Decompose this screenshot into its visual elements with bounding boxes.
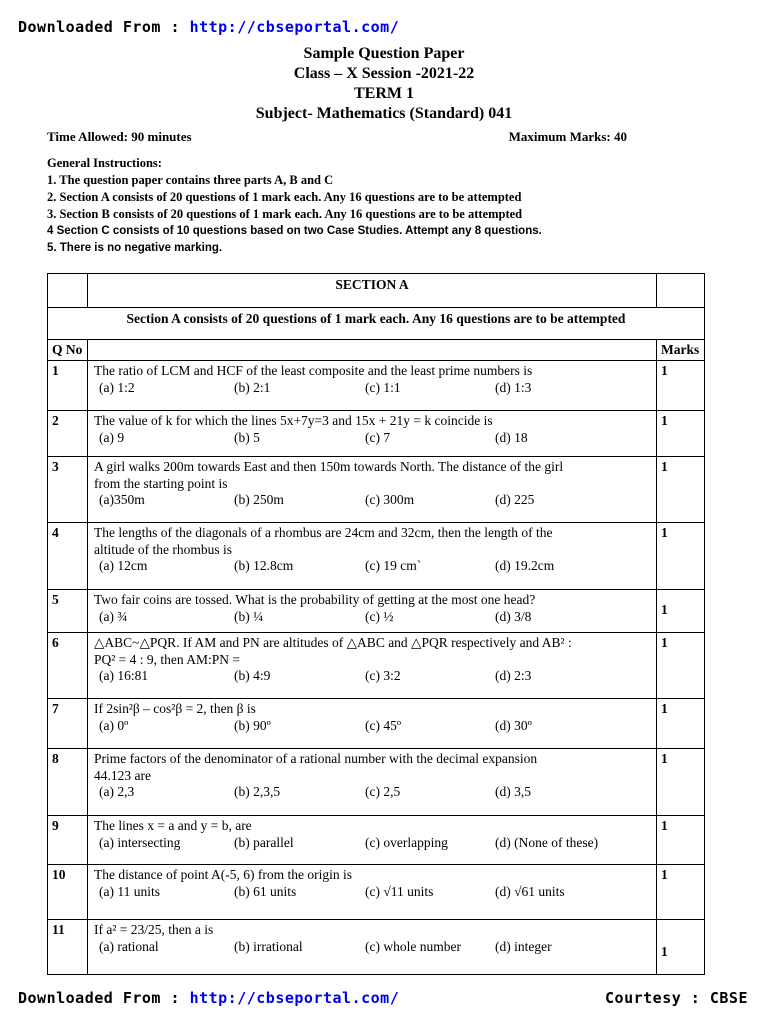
- option-b: (b) irrational: [234, 938, 303, 954]
- options-row: [94, 718, 650, 735]
- paper-title-block: [0, 44, 768, 124]
- question-number: 4: [48, 523, 88, 590]
- question-text-line: The ratio of LCM and HCF of the least composite and the least prime numbers is: [94, 363, 533, 378]
- question-number: 6: [48, 633, 88, 699]
- section-title-row: [48, 274, 705, 308]
- option-b: (b) ¼: [234, 608, 264, 624]
- question-row: [48, 633, 705, 699]
- question-text-line: from the starting point is: [94, 475, 228, 491]
- options-row: [94, 784, 650, 801]
- footer-download-line: [18, 989, 399, 1007]
- header-url-link[interactable]: http://cbseportal.com/: [189, 18, 400, 36]
- question-row: [48, 590, 705, 633]
- question-text-line: 44.123 are: [94, 767, 151, 783]
- question-marks: 1: [657, 361, 705, 411]
- options-row: [94, 609, 650, 626]
- options-row: [94, 380, 650, 397]
- question-number: 3: [48, 457, 88, 523]
- option-a: (a) 11 units: [99, 883, 160, 899]
- question-row: [48, 457, 705, 523]
- options-row: [94, 430, 650, 447]
- options-row: [94, 835, 650, 852]
- question-body: [88, 816, 657, 865]
- time-allowed: Time Allowed: 90 minutes: [47, 129, 192, 144]
- question-number: 5: [48, 590, 88, 633]
- option-c: (c) ½: [365, 608, 394, 624]
- instruction-item: 1. The question paper contains three parts A, B and C: [47, 173, 334, 187]
- header-download-line: [18, 18, 399, 36]
- question-marks: 1: [657, 699, 705, 749]
- question-marks: 1: [657, 411, 705, 457]
- option-c: (c) overlapping: [365, 834, 448, 850]
- instructions-title: General Instructions:: [47, 156, 162, 170]
- option-b: (b) parallel: [234, 834, 294, 850]
- options-row: [94, 939, 650, 956]
- option-b: (b) 2,3,5: [234, 784, 281, 799]
- option-b: (b) 250m: [234, 492, 284, 507]
- option-a: (a) 2,3: [99, 784, 135, 799]
- title-line-4: Subject- Mathematics (Standard) 041: [255, 105, 513, 122]
- question-number: 8: [48, 749, 88, 816]
- question-marks: 1: [657, 590, 705, 633]
- question-row: [48, 411, 705, 457]
- question-text-line: If a² = 23/25, then a is: [94, 922, 214, 937]
- title-line-2: Class – X Session -2021-22: [293, 65, 475, 82]
- option-d: (d) 3/8: [495, 608, 532, 624]
- question-body: [88, 590, 657, 633]
- question-number: 2: [48, 411, 88, 457]
- option-a: (a) 16:81: [99, 668, 149, 683]
- section-title: SECTION A: [88, 274, 657, 308]
- column-header-row: [48, 340, 705, 361]
- question-marks: 1: [657, 920, 705, 975]
- instruction-item: 5. There is no negative marking.: [47, 242, 223, 254]
- question-number: 11: [48, 920, 88, 975]
- option-c: (c) 7: [365, 429, 391, 445]
- title-line-1: Sample Question Paper: [303, 45, 465, 62]
- question-body: [88, 699, 657, 749]
- option-c: (c) 3:2: [365, 668, 401, 683]
- option-b: (b) 5: [234, 429, 260, 445]
- question-body: [88, 411, 657, 457]
- option-a: (a) rational: [99, 938, 159, 954]
- instruction-item: 2. Section A consists of 20 questions of 1 mark each. Any 16 questions are to be attempted: [47, 190, 522, 204]
- question-text-line: The lengths of the diagonals of a rhombus are 24cm and 32cm, then the length of the: [94, 525, 553, 540]
- question-row: [48, 865, 705, 920]
- question-body: [88, 865, 657, 920]
- option-d: (d) 3,5: [495, 784, 531, 799]
- section-subtitle-row: [48, 308, 705, 340]
- question-text-line: The distance of point A(-5, 6) from the origin is: [94, 867, 352, 882]
- question-row: [48, 749, 705, 816]
- option-c: (c) 2,5: [365, 784, 401, 799]
- option-d: (d) 19.2cm: [495, 558, 555, 573]
- option-d: (d) (None of these): [495, 834, 599, 850]
- question-body: [88, 457, 657, 523]
- question-text-line: Two fair coins are tossed. What is the probability of getting at the most one head?: [94, 592, 536, 607]
- question-text-line: △ABC~△PQR. If AM and PN are altitudes of △ABC and △PQR respectively and AB² :: [94, 635, 572, 650]
- footer-url-link[interactable]: http://cbseportal.com/: [189, 989, 400, 1007]
- question-number: 10: [48, 865, 88, 920]
- option-b: (b) 4:9: [234, 668, 271, 683]
- question-marks: 1: [657, 816, 705, 865]
- option-c: (c) 45º: [365, 717, 402, 733]
- question-number: 1: [48, 361, 88, 411]
- option-d: (d) 225: [495, 492, 535, 507]
- maximum-marks: Maximum Marks: 40: [508, 129, 627, 144]
- question-row: [48, 816, 705, 865]
- option-c: (c) 1:1: [365, 379, 401, 395]
- option-a: (a) intersecting: [99, 834, 181, 850]
- option-b: (b) 12.8cm: [234, 558, 294, 573]
- options-row: [94, 558, 650, 575]
- question-number: 9: [48, 816, 88, 865]
- general-instructions: [47, 155, 542, 257]
- question-body: [88, 633, 657, 699]
- question-body: [88, 361, 657, 411]
- option-c: (c) whole number: [365, 938, 461, 954]
- title-line-3: TERM 1: [354, 85, 414, 102]
- question-text-line: If 2sin²β – cos²β = 2, then β is: [94, 701, 256, 716]
- footer-courtesy: Courtesy : CBSE: [605, 989, 748, 1007]
- question-marks: 1: [657, 865, 705, 920]
- question-body: [88, 749, 657, 816]
- options-row: [94, 668, 650, 685]
- option-d: (d) 18: [495, 429, 528, 445]
- question-marks: 1: [657, 457, 705, 523]
- question-body: [88, 523, 657, 590]
- question-text-line: The value of k for which the lines 5x+7y=3 and 15x + 21y = k coincide is: [94, 413, 493, 428]
- option-d: (d) 30º: [495, 717, 532, 733]
- option-b: (b) 61 units: [234, 883, 297, 899]
- question-body: [88, 920, 657, 975]
- option-a: (a)350m: [99, 492, 145, 507]
- option-b: (b) 90º: [234, 717, 271, 733]
- question-row: [48, 699, 705, 749]
- questions-table: [47, 273, 705, 975]
- option-d: (d) 2:3: [495, 668, 532, 683]
- options-row: [94, 492, 650, 509]
- question-text-line: The lines x = a and y = b, are: [94, 818, 252, 833]
- instruction-item: 4 Section C consists of 10 questions based on two Case Studies. Attempt any 8 questions.: [47, 225, 542, 237]
- question-marks: 1: [657, 749, 705, 816]
- question-text-line: altitude of the rhombus is: [94, 541, 232, 557]
- option-a: (a) 1:2: [99, 379, 135, 395]
- option-d: (d) integer: [495, 938, 552, 954]
- question-row: [48, 523, 705, 590]
- option-c: (c) 19 cm`: [365, 558, 422, 573]
- option-a: (a) 9: [99, 429, 125, 445]
- question-text-line: Prime factors of the denominator of a rational number with the decimal expansion: [94, 751, 538, 766]
- question-text-line: PQ² = 4 : 9, then AM:PN =: [94, 651, 241, 667]
- header-downloaded-label: Downloaded From :: [18, 18, 181, 36]
- question-text-line: A girl walks 200m towards East and then 150m towards North. The distance of the girl: [94, 459, 564, 474]
- option-d: (d) 1:3: [495, 379, 532, 395]
- option-a: (a) ¾: [99, 608, 128, 624]
- option-d: (d) √61 units: [495, 883, 565, 899]
- section-subtitle: Section A consists of 20 questions of 1 mark each. Any 16 questions are to be attempted: [48, 308, 705, 340]
- instruction-item: 3. Section B consists of 20 questions of 1 mark each. Any 16 questions are to be attempted: [47, 207, 523, 221]
- column-header-marks: Marks: [657, 340, 705, 361]
- question-marks: 1: [657, 633, 705, 699]
- question-row: [48, 920, 705, 975]
- option-a: (a) 12cm: [99, 558, 148, 573]
- column-header-qno: Q No: [48, 340, 88, 361]
- option-c: (c) 300m: [365, 492, 415, 507]
- options-row: [94, 884, 650, 901]
- option-c: (c) √11 units: [365, 883, 434, 899]
- option-a: (a) 0º: [99, 717, 129, 733]
- footer-downloaded-label: Downloaded From :: [18, 989, 181, 1007]
- question-marks: 1: [657, 523, 705, 590]
- option-b: (b) 2:1: [234, 379, 271, 395]
- question-number: 7: [48, 699, 88, 749]
- time-marks-row: [47, 129, 627, 145]
- question-row: [48, 361, 705, 411]
